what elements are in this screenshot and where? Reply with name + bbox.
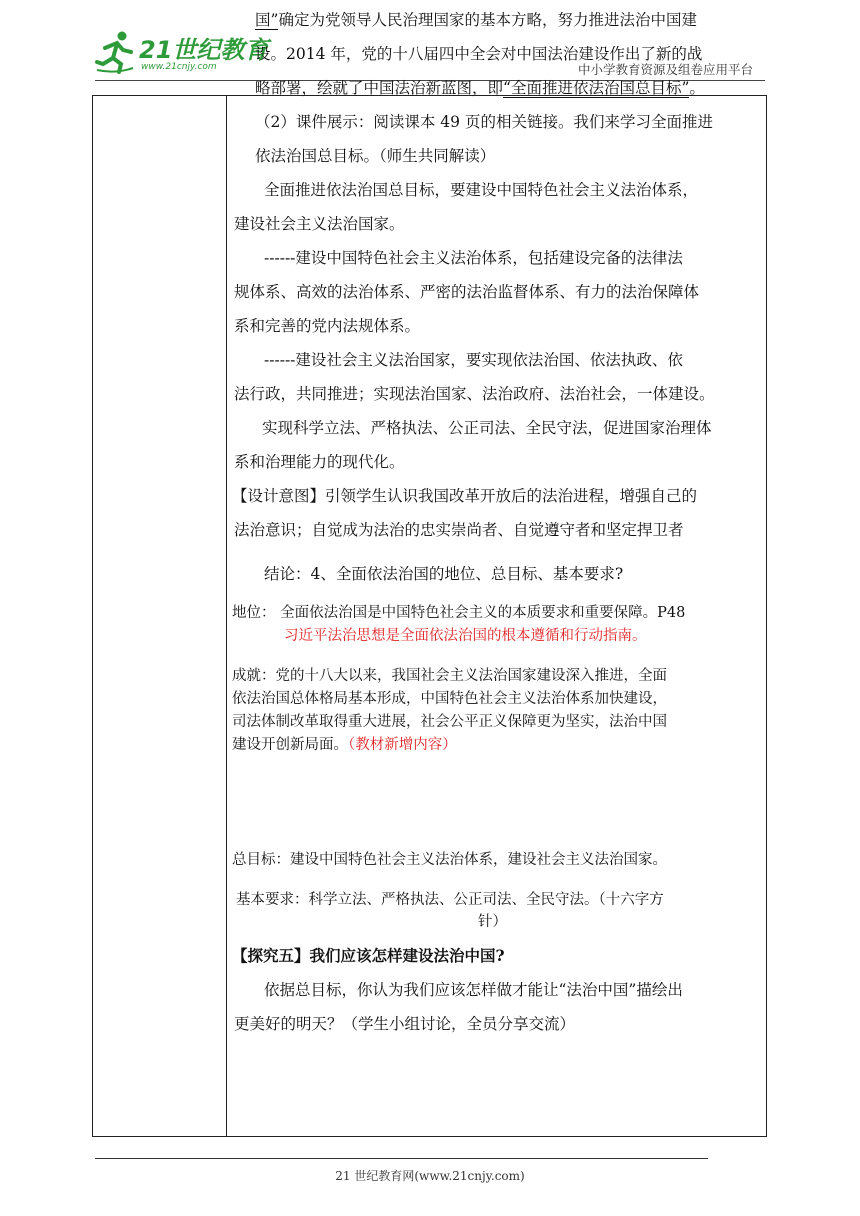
text-line: 法治意识；自觉成为法治的忠实崇尚者、自觉遵守者和坚定捍卫者 bbox=[234, 521, 684, 539]
highlight-line: 习近平法治思想是全面依法治国的根本遵循和行动指南。 bbox=[284, 628, 647, 644]
text-line: ------建设社会主义法治国家，要实现依法治国、依法执政、依 bbox=[264, 351, 683, 369]
text-segment: 。 bbox=[689, 79, 705, 97]
logo-url: www.21cnjy.com bbox=[141, 62, 217, 72]
text-line: 依法治国总体格局基本形成，中国特色社会主义法治体系加快建设， bbox=[232, 691, 667, 707]
underlined-text: 国” bbox=[255, 11, 279, 29]
column-divider bbox=[226, 96, 227, 1136]
page-footer[interactable]: 21 世纪教育网(www.21cnjy.com) bbox=[335, 1169, 525, 1183]
text-line: 设。2014 年，党的十八届四中全会对中国法治建设作出了新的战 bbox=[255, 45, 703, 63]
text-line: （2）课件展示：阅读课本 49 页的相关链接。我们来学习全面推进 bbox=[255, 113, 713, 131]
text-line bbox=[232, 735, 457, 755]
text-line: 实现科学立法、严格执法、公正司法、全民守法，促进国家治理体 bbox=[262, 419, 712, 437]
design-intent-line: 【设计意图】引领学生认识我国改革开放后的法治进程，增强自己的 bbox=[232, 487, 698, 505]
text-segment: 略部署，绘就了中国法治新蓝图，即 bbox=[255, 79, 504, 97]
inquiry-heading: 【探究五】我们应该怎样建设法治中国? bbox=[232, 946, 505, 965]
platform-title: 中小学教育资源及组卷应用平台 bbox=[577, 62, 753, 77]
text-line: 法行政，共同推进；实现法治国家、法治政府、法治社会，一体建设。 bbox=[234, 385, 715, 403]
status-line: 地位： 全面依法治国是中国特色社会主义的本质要求和重要保障。P48 bbox=[232, 605, 686, 621]
text-line: 全面推进依法治国总目标，要建设中国特色社会主义法治体系， bbox=[264, 181, 699, 199]
lesson-content bbox=[228, 0, 764, 1140]
conclusion-line: 结论：4、全面依法治国的地位、总目标、基本要求? bbox=[264, 565, 624, 583]
text-line bbox=[255, 10, 697, 30]
text-line: 司法体制改革取得重大进展，社会公平正义保障更为坚实，法治中国 bbox=[232, 714, 667, 730]
achievement-line: 成就：党的十八大以来，我国社会主义法治国家建设深入推进，全面 bbox=[232, 668, 667, 684]
text-line: 系和完善的党内法规体系。 bbox=[234, 317, 421, 335]
text-segment: 建设开创新局面。 bbox=[232, 737, 348, 753]
text-line: 系和治理能力的现代化。 bbox=[234, 453, 405, 471]
underlined-text: “全面推进依法治国总目标” bbox=[503, 79, 690, 97]
text-line: 建设社会主义法治国家。 bbox=[234, 215, 405, 233]
text-line: 针） bbox=[478, 914, 507, 930]
text-line bbox=[255, 78, 705, 98]
text-line: ------建设中国特色社会主义法治体系，包括建设完备的法律法 bbox=[264, 249, 683, 267]
text-segment: 确定为党领导人民治理国家的基本方略，努力推进法治中国建 bbox=[278, 11, 697, 29]
runner-icon bbox=[95, 30, 135, 74]
text-line: 依据总目标，你认为我们应该怎样做才能让“法治中国”描绘出 bbox=[264, 981, 683, 999]
requirement-line: 基本要求：科学立法、严格执法、公正司法、全民守法。（十六字方 bbox=[236, 892, 664, 908]
logo-text: 21世纪教育 bbox=[139, 36, 269, 64]
goal-line: 总目标：建设中国特色社会主义法治体系，建设社会主义法治国家。 bbox=[232, 852, 667, 868]
text-line: 更美好的明天？（学生小组讨论，全员分享交流） bbox=[234, 1015, 576, 1033]
text-line: 依法治国总目标。（师生共同解读） bbox=[255, 147, 496, 165]
new-content-note: （教材新增内容） bbox=[348, 737, 457, 753]
footer-divider bbox=[95, 1158, 708, 1159]
text-line: 规体系、高效的法治体系、严密的法治监督体系、有力的法治保障体 bbox=[234, 283, 700, 301]
